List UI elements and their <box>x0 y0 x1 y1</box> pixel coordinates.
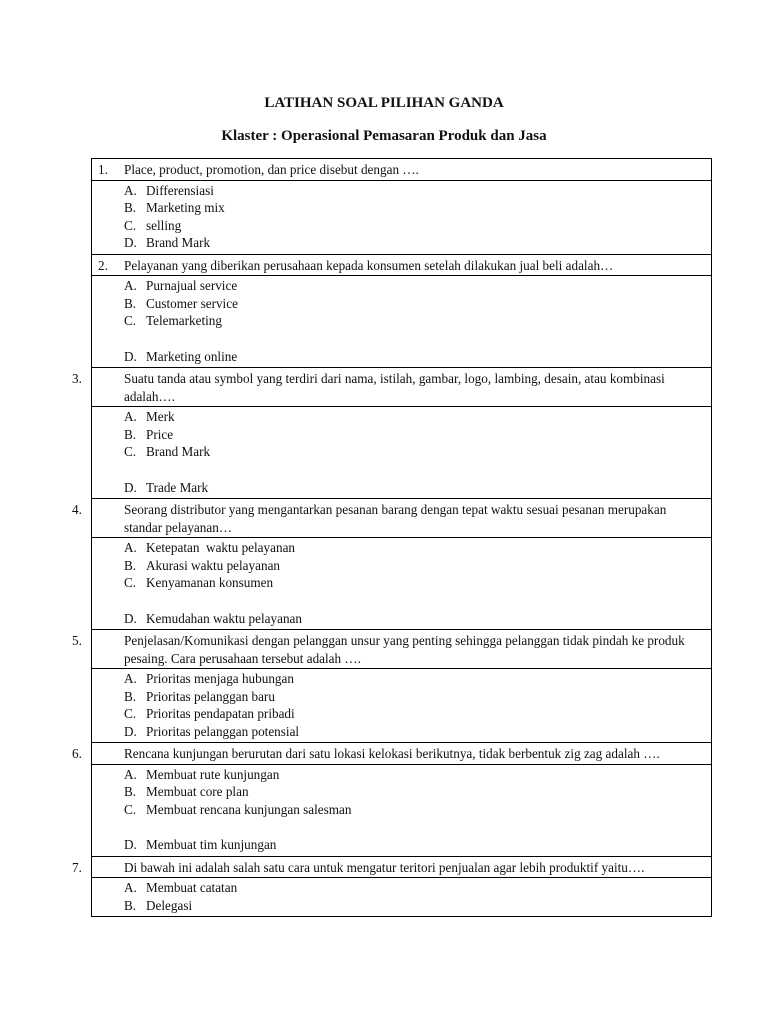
option-a[interactable] <box>124 766 703 784</box>
options-row-5 <box>92 669 712 743</box>
question-7 <box>72 856 712 878</box>
document-title: LATIHAN SOAL PILIHAN GANDA <box>264 95 504 111</box>
question-6 <box>72 743 712 765</box>
question-number: 7. <box>72 859 82 875</box>
option-c[interactable] <box>124 443 703 461</box>
option-text: Membuat rencana kunjungan salesman <box>146 801 352 817</box>
option-letter: A. <box>124 540 137 555</box>
option-b[interactable] <box>124 688 703 706</box>
question-text: Rencana kunjungan berurutan dari satu lokasi kelokasi berikutnya, tidak berbentuk zig zag adalah …. <box>124 746 660 761</box>
options-7 <box>92 878 712 917</box>
question-1 <box>92 159 712 181</box>
question-text: Suatu tanda atau symbol yang terdiri dari nama, istilah, gambar, logo, lambing, desain, atau kombinasi adalah…. <box>124 371 665 404</box>
option-d[interactable] <box>124 836 703 854</box>
option-letter: C. <box>124 313 137 328</box>
option-text: Prioritas pendapatan pribadi <box>146 706 295 721</box>
option-c[interactable] <box>124 705 703 723</box>
options-row-3 <box>92 407 712 499</box>
option-c[interactable] <box>124 801 703 819</box>
options-2 <box>92 276 712 368</box>
option-c[interactable] <box>124 217 703 235</box>
option-letter: D. <box>124 837 137 852</box>
question-number: 3. <box>72 371 82 386</box>
option-letter: D. <box>124 235 137 250</box>
question-row-2 <box>92 254 712 276</box>
option-text: Kenyamanan konsumen <box>146 575 274 590</box>
option-letter: C. <box>124 575 137 590</box>
options-4 <box>92 538 712 630</box>
option-d[interactable] <box>124 234 703 252</box>
question-row-1 <box>92 159 712 181</box>
question-4 <box>72 499 712 538</box>
option-text: Marketing online <box>146 348 238 364</box>
option-letter: D. <box>124 479 137 495</box>
question-text: Di bawah ini adalah salah satu cara untuk mengatur teritori penjualan agar lebih produktif yaitu…. <box>124 859 645 875</box>
option-b[interactable] <box>124 557 703 575</box>
option-text: Akurasi waktu pelayanan <box>146 557 281 573</box>
option-text: Membuat rute kunjungan <box>146 766 280 782</box>
option-letter: A. <box>124 880 137 895</box>
question-5 <box>72 630 712 669</box>
option-text: Prioritas pelanggan baru <box>146 688 275 704</box>
question-row-6 <box>92 743 712 765</box>
option-letter: B. <box>124 200 137 215</box>
option-letter: A. <box>124 671 137 686</box>
option-text: Ketepatan waktu pelayanan <box>146 540 296 555</box>
option-text: Membuat core plan <box>146 784 249 799</box>
question-row-3 <box>92 368 712 407</box>
option-letter: B. <box>124 897 137 913</box>
option-text: Brand Mark <box>146 235 211 250</box>
option-b[interactable] <box>124 199 703 217</box>
spacer <box>124 461 703 479</box>
option-text: Membuat catatan <box>146 880 238 895</box>
option-text: Trade Mark <box>146 479 209 495</box>
spacer <box>124 592 703 610</box>
option-a[interactable] <box>124 879 703 897</box>
option-text: Purnajual service <box>146 278 238 293</box>
question-number: 4. <box>72 502 82 517</box>
option-d[interactable] <box>124 348 703 366</box>
question-text: Pelayanan yang diberikan perusahaan kepada konsumen setelah dilakukan jual beli adalah… <box>124 257 614 273</box>
option-text: Marketing mix <box>146 200 225 215</box>
option-c[interactable] <box>124 574 703 592</box>
option-letter: A. <box>124 766 137 782</box>
option-text: Merk <box>146 409 175 424</box>
option-a[interactable] <box>124 277 703 295</box>
option-text: Telemarketing <box>146 313 222 328</box>
option-letter: B. <box>124 784 137 799</box>
option-letter: B. <box>124 426 137 442</box>
option-b[interactable] <box>124 426 703 444</box>
question-row-4 <box>92 499 712 538</box>
option-a[interactable] <box>124 539 703 557</box>
option-letter: D. <box>124 723 137 739</box>
question-3 <box>72 368 712 407</box>
options-row-6 <box>92 764 712 856</box>
options-row-1 <box>92 180 712 254</box>
question-text: Place, product, promotion, dan price disebut dengan …. <box>124 162 419 177</box>
option-d[interactable] <box>124 610 703 628</box>
option-b[interactable] <box>124 783 703 801</box>
question-row-5 <box>92 630 712 669</box>
options-1 <box>92 180 712 254</box>
option-text: Customer service <box>146 295 238 311</box>
question-number: 1. <box>98 162 108 177</box>
question-number: 2. <box>98 257 108 273</box>
option-letter: A. <box>124 278 137 293</box>
options-row-4 <box>92 538 712 630</box>
question-2 <box>92 254 712 276</box>
option-b[interactable] <box>124 295 703 313</box>
document-subtitle: Klaster : Operasional Pemasaran Produk dan Jasa <box>221 128 547 144</box>
option-letter: C. <box>124 217 137 233</box>
option-letter: B. <box>124 557 137 573</box>
option-letter: C. <box>124 706 137 721</box>
option-letter: C. <box>124 444 137 459</box>
option-text: Delegasi <box>146 897 193 913</box>
spacer <box>124 818 703 836</box>
question-number: 5. <box>72 633 82 648</box>
option-text: Differensiasi <box>146 182 214 198</box>
options-5 <box>92 669 712 743</box>
options-row-2 <box>92 276 712 368</box>
option-letter: D. <box>124 610 137 626</box>
option-letter: A. <box>124 409 137 424</box>
options-row-7 <box>92 878 712 917</box>
option-text: selling <box>146 217 182 233</box>
question-text: Penjelasan/Komunikasi dengan pelanggan unsur yang penting sehingga pelanggan tidak pindah ke produk pesaing. Cara perusahaan tersebut adalah …. <box>124 633 685 666</box>
option-text: Kemudahan waktu pelayanan <box>146 610 302 626</box>
option-text: Price <box>146 426 174 442</box>
option-letter: D. <box>124 348 137 364</box>
option-a[interactable] <box>124 182 703 200</box>
option-b[interactable] <box>124 897 703 915</box>
option-d[interactable] <box>124 479 703 497</box>
options-6 <box>92 764 712 856</box>
question-row-7 <box>92 856 712 878</box>
spacer <box>124 330 703 348</box>
options-3 <box>92 407 712 499</box>
option-c[interactable] <box>124 312 703 330</box>
option-text: Brand Mark <box>146 444 211 459</box>
option-a[interactable] <box>124 670 703 688</box>
question-text: Seorang distributor yang mengantarkan pesanan barang dengan tepat waktu sesuai pesanan merupakan standar pelayanan… <box>124 502 667 535</box>
option-letter: C. <box>124 801 137 817</box>
option-letter: B. <box>124 688 137 704</box>
option-text: Membuat tim kunjungan <box>146 837 277 852</box>
option-text: Prioritas menjaga hubungan <box>146 671 294 686</box>
option-letter: A. <box>124 182 137 198</box>
question-number: 6. <box>72 746 82 761</box>
option-text: Prioritas pelanggan potensial <box>146 723 300 739</box>
option-a[interactable] <box>124 408 703 426</box>
option-d[interactable] <box>124 723 703 741</box>
option-letter: B. <box>124 295 137 311</box>
question-table <box>72 158 712 917</box>
